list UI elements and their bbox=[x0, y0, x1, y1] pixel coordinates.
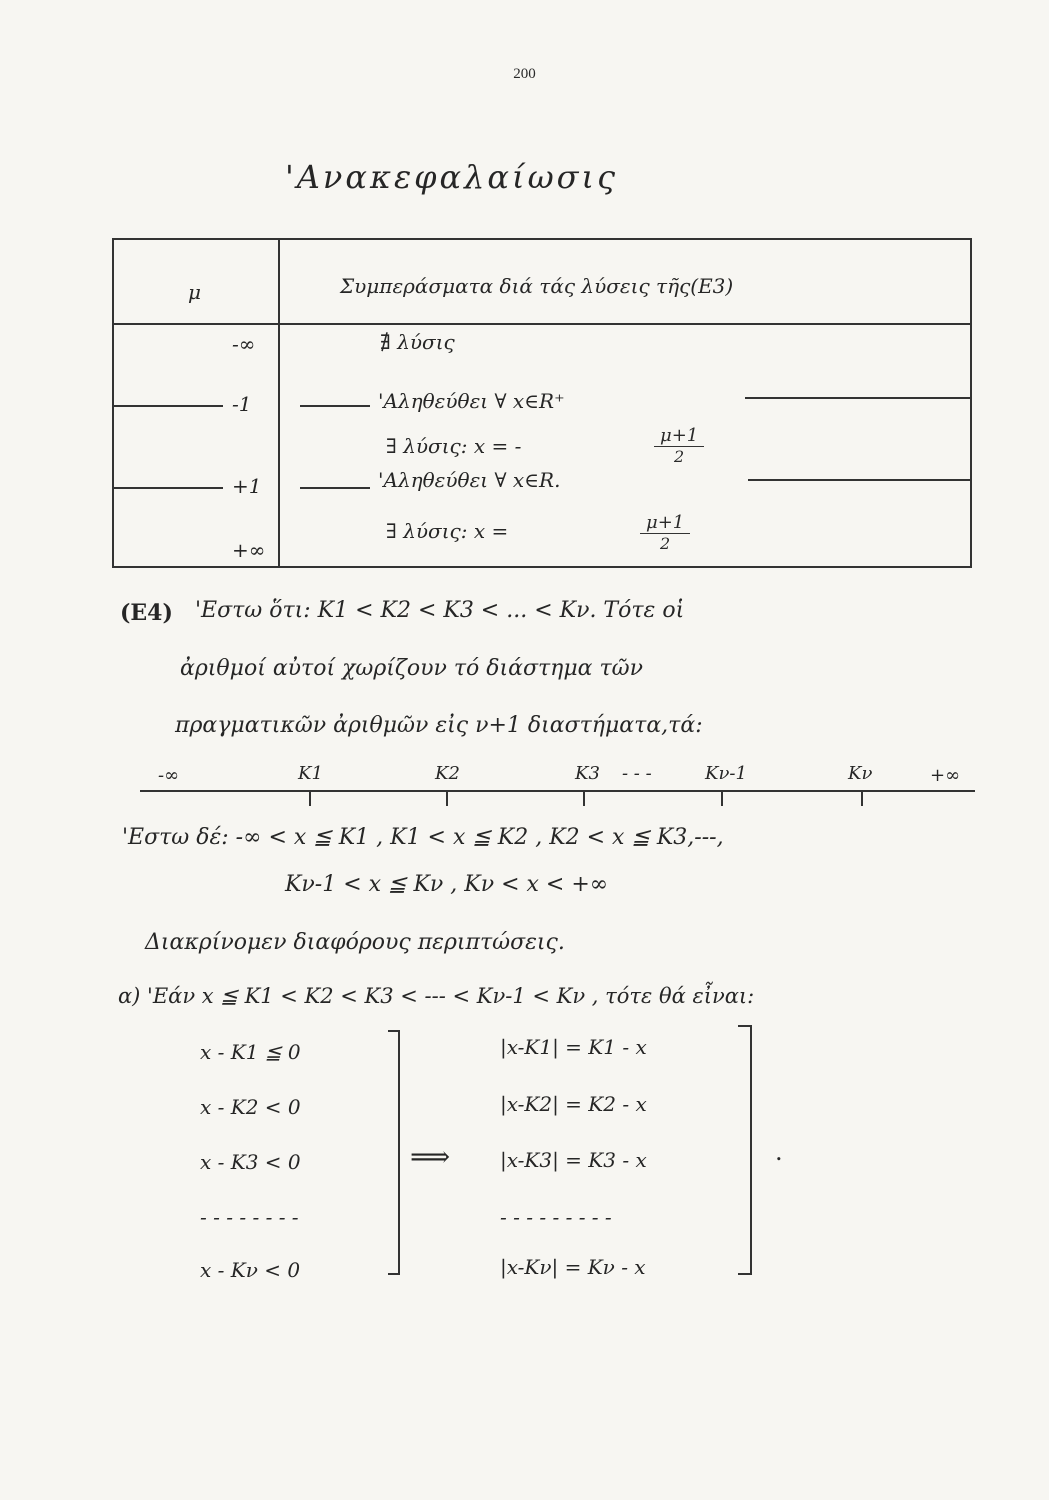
system-left-row: x - Kν < 0 bbox=[200, 1258, 301, 1282]
mu-line-2 bbox=[113, 487, 223, 489]
mu-plus-infinity: +∞ bbox=[232, 538, 266, 562]
e4-line-2: ἀριθμοί αὐτοί χωρίζουν τό διάστημα τῶν bbox=[180, 656, 643, 681]
implies-arrow: ⟹ bbox=[410, 1140, 451, 1173]
table-column-divider bbox=[278, 240, 280, 566]
row-line-left-1 bbox=[300, 405, 370, 407]
system-left-row: x - K1 ≦ 0 bbox=[200, 1040, 301, 1064]
system-right-row: |x-K2| = K2 - x bbox=[500, 1092, 647, 1116]
e4-label: (E4) bbox=[120, 600, 173, 626]
number-line-label: K2 bbox=[435, 763, 460, 784]
number-line-label: K1 bbox=[298, 763, 323, 784]
fraction-1-numerator: μ+1 bbox=[654, 425, 704, 447]
number-line-label: -∞ bbox=[158, 765, 180, 786]
number-line-label: Kν bbox=[848, 763, 873, 784]
mu-plus-one: +1 bbox=[232, 474, 262, 498]
header-conclusions: Συμπεράσματα διά τάς λύσεις τῆς(E3) bbox=[340, 274, 734, 298]
fraction-1 bbox=[654, 425, 704, 466]
case-a: α) 'Εάν x ≦ K1 < K2 < K3 < --- < Kν-1 < Kν , τότε θά εἶναι: bbox=[118, 984, 755, 1008]
row-true-reals: 'Αληθεύθει ∀ x∈R. bbox=[378, 468, 561, 492]
mu-minus-infinity: -∞ bbox=[232, 332, 256, 356]
tick-mark bbox=[446, 790, 448, 806]
system-right-row: |x-Kν| = Kν - x bbox=[500, 1255, 646, 1279]
left-system-bracket bbox=[388, 1030, 400, 1275]
mu-line-1 bbox=[113, 405, 223, 407]
number-line-label: - - - bbox=[622, 763, 652, 784]
system-left-row: x - K2 < 0 bbox=[200, 1095, 301, 1119]
fraction-2-numerator: μ+1 bbox=[640, 512, 690, 534]
fraction-2-denominator: 2 bbox=[660, 534, 671, 553]
row-line-right-1 bbox=[745, 397, 971, 399]
tick-mark bbox=[309, 790, 311, 806]
row-solution-2: ∃ λύσις: x = bbox=[386, 519, 509, 543]
system-right-row: |x-K1| = K1 - x bbox=[500, 1035, 647, 1059]
page-number: 200 bbox=[513, 66, 536, 82]
number-line-label: +∞ bbox=[930, 765, 961, 786]
end-dot: . bbox=[775, 1138, 783, 1166]
number-line-label: Kν-1 bbox=[705, 763, 747, 784]
e4-line-1: 'Εστω ὅτι: K1 < K2 < K3 < ... < Kν. Τότε οἱ bbox=[195, 598, 685, 623]
tick-mark bbox=[861, 790, 863, 806]
row-solution-1: ∃ λύσις: x = - bbox=[386, 434, 522, 458]
page-title: 'Ανακεφαλαίωσις bbox=[285, 158, 618, 196]
number-line-label: K3 bbox=[575, 763, 600, 784]
number-line bbox=[140, 790, 975, 792]
row-line-right-2 bbox=[748, 479, 971, 481]
row-true-positive-reals: 'Αληθεύθει ∀ x∈R⁺ bbox=[378, 389, 565, 413]
table-header-divider bbox=[113, 323, 971, 325]
system-left-row: - - - - - - - - bbox=[200, 1205, 299, 1229]
system-right-row: |x-K3| = K3 - x bbox=[500, 1148, 647, 1172]
row-line-left-2 bbox=[300, 487, 370, 489]
tick-mark bbox=[583, 790, 585, 806]
header-mu: μ bbox=[188, 280, 201, 304]
cases-intro: Διακρίνομεν διαφόρους περιπτώσεις. bbox=[145, 930, 565, 955]
row-no-solution: ∄ λύσις bbox=[380, 330, 455, 354]
system-left-row: x - K3 < 0 bbox=[200, 1150, 301, 1174]
fraction-1-denominator: 2 bbox=[674, 447, 685, 466]
e4-line-3: πραγματικῶν ἀριθμῶν εἰς ν+1 διαστήματα,τά: bbox=[175, 713, 703, 738]
right-system-bracket bbox=[738, 1025, 752, 1275]
tick-mark bbox=[721, 790, 723, 806]
intervals-line-1: 'Εστω δέ: -∞ < x ≦ K1 , K1 < x ≦ K2 , K2 < x ≦ K3,---, bbox=[122, 825, 724, 850]
intervals-line-2: Kν-1 < x ≦ Kν , Kν < x < +∞ bbox=[285, 872, 609, 897]
system-right-row: - - - - - - - - - bbox=[500, 1205, 612, 1229]
fraction-2 bbox=[640, 512, 690, 553]
mu-minus-one: -1 bbox=[232, 392, 252, 416]
